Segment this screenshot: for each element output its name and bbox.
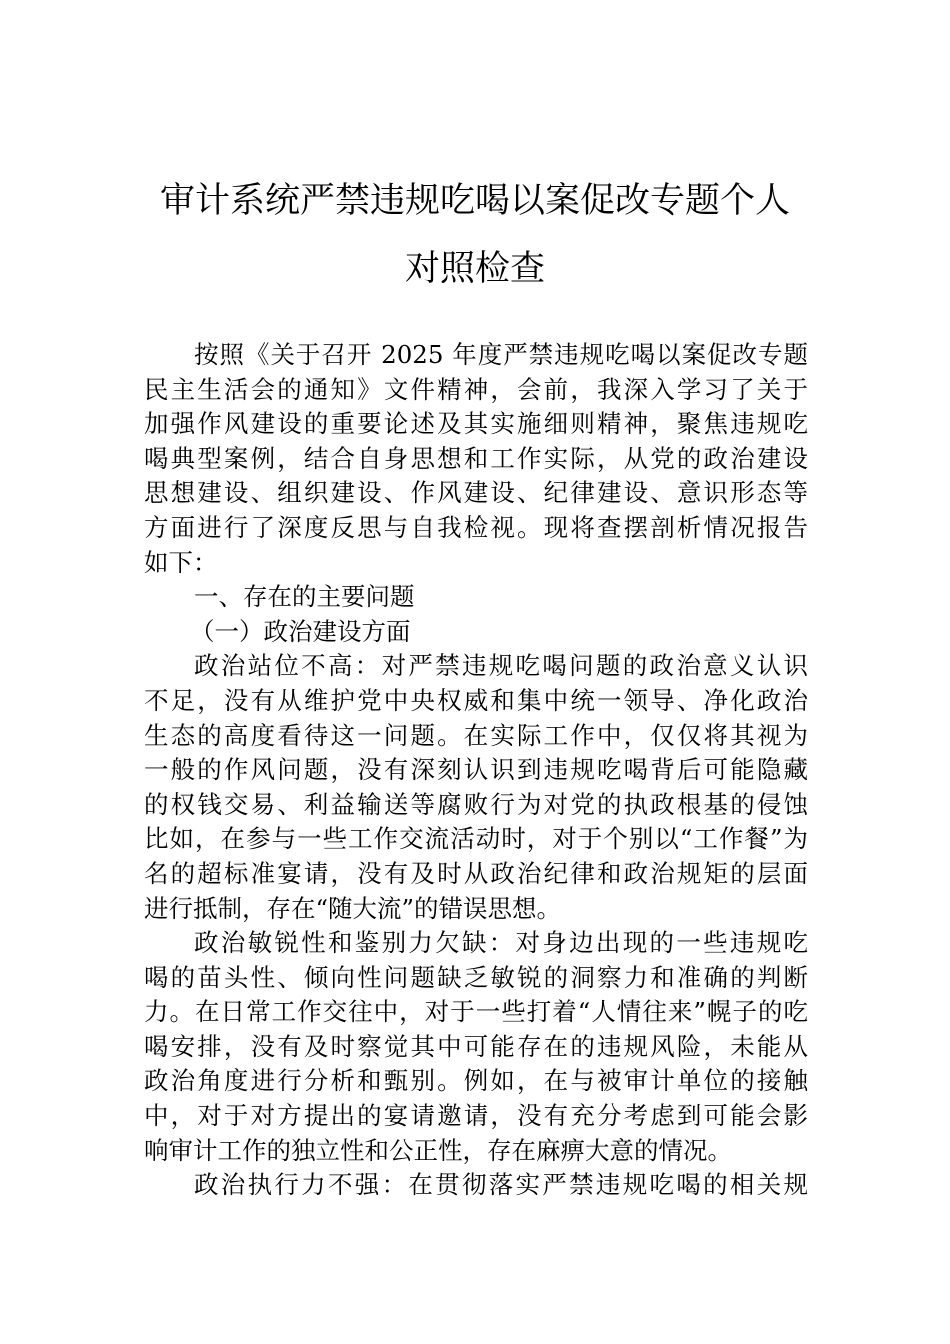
paragraph-line: 政治执行力不强：在贯彻落实严禁违规吃喝的相关规 xyxy=(194,1170,808,1200)
paragraph-line: 政治敏锐性和鉴别力欠缺：对身边出现的一些违规吃 xyxy=(194,928,808,958)
paragraph-line: 不足，没有从维护党中央权威和集中统一领导、净化政治 xyxy=(144,685,808,715)
paragraph-line: 加强作风建设的重要论述及其实施细则精神，聚焦违规吃 xyxy=(144,409,808,439)
document-title-line-1: 审计系统严禁违规吃喝以案促改专题个人 xyxy=(159,181,790,221)
subsection-heading: （一）政治建设方面 xyxy=(190,616,411,646)
document-title-line-2: 对照检查 xyxy=(404,249,545,289)
paragraph-line: 政治站位不高：对严禁违规吃喝问题的政治意义认识 xyxy=(194,651,808,681)
paragraph-line: 喝的苗头性、倾向性问题缺乏敏锐的洞察力和准确的判断 xyxy=(144,962,808,992)
paragraph-line: 进行抵制，存在“随大流”的错误思想。 xyxy=(144,893,562,923)
paragraph-line: 名的超标准宴请，没有及时从政治纪律和政治规矩的层面 xyxy=(144,858,808,888)
paragraph-line: 力。在日常工作交往中，对于一些打着“人情往来”幌子的吃 xyxy=(144,997,808,1027)
section-heading: 一、存在的主要问题 xyxy=(194,582,415,612)
paragraph-line: 民主生活会的通知》文件精神，会前，我深入学习了关于 xyxy=(144,374,808,404)
paragraph-line: 喝安排，没有及时察觉其中可能存在的违规风险，未能从 xyxy=(144,1031,808,1061)
document-body xyxy=(144,338,808,1203)
paragraph-line: 政治角度进行分析和甄别。例如，在与被审计单位的接触 xyxy=(144,1066,808,1096)
paragraph-line: 响审计工作的独立性和公正性，存在麻痹大意的情况。 xyxy=(144,1135,732,1165)
paragraph-line: 方面进行了深度反思与自我检视。现将查摆剖析情况报告 xyxy=(144,512,808,542)
paragraph-line: 的权钱交易、利益输送等腐败行为对党的执政根基的侵蚀 xyxy=(144,789,808,819)
paragraph-line: 中，对于对方提出的宴请邀请，没有充分考虑到可能会影 xyxy=(144,1101,808,1131)
paragraph-line: 如下： xyxy=(144,547,218,577)
paragraph-line: 按照《关于召开 2025 年度严禁违规吃喝以案促改专题 xyxy=(194,340,808,369)
paragraph-line: 一般的作风问题，没有深刻认识到违规吃喝背后可能隐藏 xyxy=(144,755,808,785)
paragraph-line: 喝典型案例，结合自身思想和工作实际，从党的政治建设 xyxy=(144,443,808,473)
paragraph-line: 生态的高度看待这一问题。在实际工作中，仅仅将其视为 xyxy=(144,720,808,750)
paragraph-line: 思想建设、组织建设、作风建设、纪律建设、意识形态等 xyxy=(144,478,808,508)
paragraph-line: 比如，在参与一些工作交流活动时，对于个别以“工作餐”为 xyxy=(144,824,808,854)
